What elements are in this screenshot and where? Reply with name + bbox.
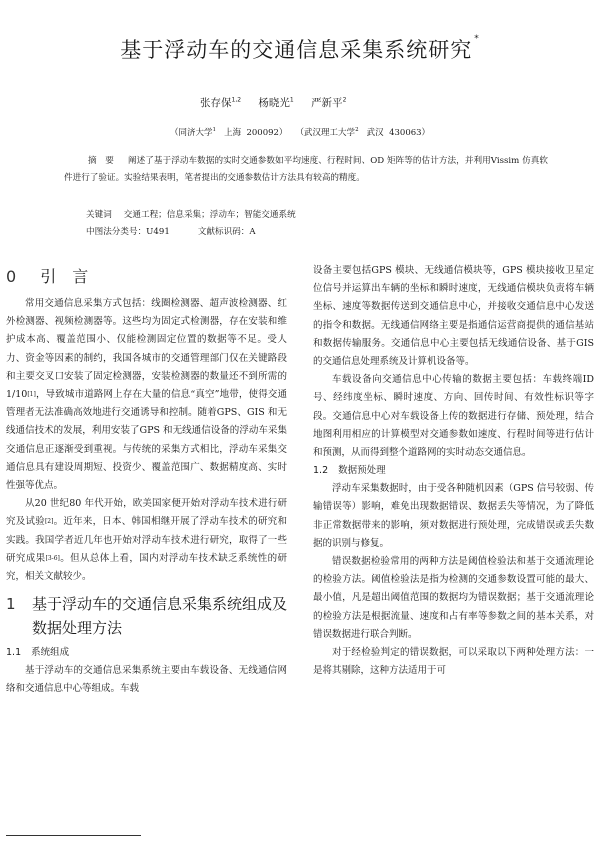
paragraph: 对于经检验判定的错误数据，可以采取以下两种处理方法：一是将其剔除，这种方法适用于可 [313, 647, 594, 677]
paragraph: 基于浮动车的交通信息采集系统主要由车载设备、无线通信网络和交通信息中心等组成。车载 [6, 665, 287, 695]
author-name: 杨晓光 [258, 97, 290, 109]
author-name: 严新平 [311, 97, 343, 109]
author-affil-mark: 1 [289, 96, 294, 104]
affil-2-zip: 430063） [389, 128, 431, 138]
citation: [1] [27, 391, 36, 399]
left-column [6, 265, 287, 699]
author-affil-mark: 1,2 [231, 96, 242, 104]
keywords-text: 交通工程；信息采集；浮动车；智能交通系统 [123, 210, 296, 220]
paragraph: 浮动车采集数据时，由于受各种随机因素（GPS 信号较弱、传输错误等）影响，难免出现数据错误、数据丢失等情况，为了降低非正常数据带来的影响，须对数据进行预处理，完成错误或丢失数据的识别与修复。 [313, 483, 594, 549]
affil-1-name: （同济大学 [169, 128, 213, 138]
paragraph: 车载设备向交通信息中心传输的数据主要包括：车载终端ID 号、经纬度坐标、瞬时速度、方向、回传时间、有效性标识等字段。交通信息中心对车载设备上传的数据进行存储、预处理，结合地图利用相应的计算模型对交通参数如速度、行程时间等进行估计和预测，从而得到整个道路网的实时动态交通信息。 [313, 374, 594, 459]
text-run: 。近年来，日本、韩国相继开展了浮动车技术的研究和实践。我国学者近几年也开始对浮动车技术进行研究，取得了一些研究成果 [6, 516, 287, 564]
author-list [200, 95, 360, 110]
subsection-1-2-heading [313, 462, 594, 480]
author [258, 97, 293, 109]
text-run: 从20 世纪80 年代开始，欧美国家便开始对浮动车技术进行研究及试验 [6, 498, 287, 528]
section-0-heading [6, 265, 287, 289]
section-title: 引 言 [40, 267, 89, 286]
citation: [3-6] [45, 554, 60, 562]
subsection-title: 系统组成 [31, 647, 70, 659]
subsection-1-1-heading [6, 644, 287, 662]
subsection-title: 数据预处理 [338, 465, 386, 477]
author-name: 张存保 [200, 97, 232, 109]
affil-2-name: （武汉理工大学 [295, 128, 356, 138]
footnote-rule [6, 835, 141, 836]
abstract-label: 摘 要 [88, 156, 114, 166]
right-column [313, 262, 594, 680]
text-run: 常用交通信息采集方式包括：线圈检测器、超声波检测器、红外检测器、视频检测器等。这些均为固定式检测器，存在安装和维护成本高、覆盖范围小、仅能检测固定位置的数据等不足。受人力、资金等因素的制约，我国各城市的交通管理部门仅在关键路段和主要交叉口安装了固定检测器，安装检测器的数量还不到所需的 1/10 [6, 298, 287, 401]
section-1-heading [6, 592, 287, 640]
classification-code: 中图法分类号：U491 [86, 227, 170, 237]
text-run: 。但从总体上看，国内对浮动车技术缺乏系统性的研究，相关文献较少。 [6, 552, 287, 583]
affil-2-city: 武汉 [366, 128, 384, 138]
paragraph [6, 495, 287, 586]
paragraph: 错误数据检验常用的两种方法是阈值检验法和基于交通流理论的检验方法。阈值检验法是指为检测的交通参数设置可能的最大、最小值，凡是超出阈值范围的数据均为错误数据；基于交通流理论的检验方法是根据流量、速度和占有率等参数之间的基本关系，对错误数据进行联合判断。 [313, 556, 594, 640]
title-text: 基于浮动车的交通信息采集系统研究 [120, 38, 473, 62]
subsection-number: 1.2 [313, 465, 329, 477]
citation: [2] [44, 518, 54, 526]
section-number: 1 [6, 595, 16, 614]
affil-1-mark: 1 [212, 127, 216, 134]
affil-1-zip: 200092） [246, 128, 288, 138]
author [311, 97, 346, 109]
affil-1-city: 上海 [224, 128, 242, 138]
author-affil-mark: 2 [342, 96, 347, 104]
author [200, 97, 241, 109]
classification [86, 225, 256, 237]
section-title: 基于浮动车的交通信息采集系统组成及数据处理方法 [32, 595, 288, 638]
abstract [64, 153, 548, 186]
section-number: 0 [6, 267, 17, 286]
text-run: ，导致城市道路网上存在大量的信息“真空”地带，使得交通管理者无法准确高效地进行交通诱导和控制。随着GPS、GIS 和无线通信技术的发展，利用安装了GPS 和无线通信设备的浮动车采集交通信息正逐渐受到重视。与传统的采集方式相比，浮动车采集交通信息具有建设周期短、投资少、覆盖范围广、数据精度高、实时性强等优点。 [6, 389, 287, 492]
paragraph: 设备主要包括GPS 模块、无线通信模块等，GPS 模块接收卫星定位信号并运算出车辆的坐标和瞬时速度，无线通信模块负责将车辆坐标、速度等数据传送到交通信息中心，并接收交通信息中心发送的指令和数据。无线通信网络主要是指通信运营商提供的通信基站和数据传输服务。交通信息中心主要包括无线通信设备、基于GIS 的交通信息处理系统及计算机设备等。 [313, 265, 594, 368]
document-code: 文献标识码：A [197, 227, 256, 237]
paragraph [6, 295, 287, 495]
affiliations [0, 126, 600, 138]
affil-2-mark: 2 [355, 127, 359, 134]
subsection-number: 1.1 [6, 647, 22, 659]
title-footnote-mark: * [474, 34, 480, 44]
keywords-label: 关键词 [86, 210, 112, 220]
paper-title [0, 34, 600, 64]
keywords [86, 207, 296, 224]
abstract-text: 阐述了基于浮动车数据的实时交通参数如平均速度、行程时间、OD 矩阵等的估计方法，并利用Vissim 仿真软件进行了验证。实验结果表明，笔者提出的交通参数估计方法具有较高的精度。 [64, 156, 548, 183]
